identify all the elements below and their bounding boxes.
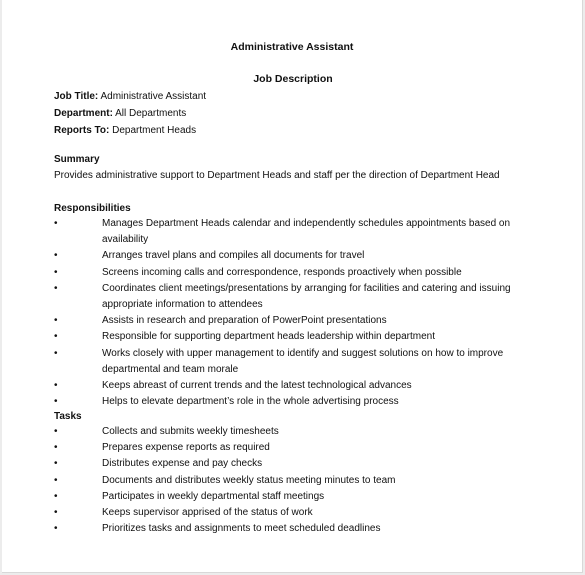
list-item-text: Prepares expense reports as required [102,442,270,454]
list-item-text: Participates in weekly departmental staff meetings [102,490,325,502]
list-item [54,521,540,537]
responsibilities-list [54,216,540,410]
summary-heading: Summary [54,154,100,165]
list-item-text: Keeps abreast of current trends and the latest technological advances [102,380,412,392]
field-label: Department: [54,108,113,119]
list-item-text: Documents and distributes weekly status meeting minutes to team [102,474,396,486]
bullet-marker: • [54,380,58,392]
document-title: Administrative Assistant [230,41,354,53]
field-value: Department Heads [109,125,197,136]
list-item-text: Manages Department Heads calendar and independently schedules appointments based on availability [102,218,511,246]
list-item [54,329,540,345]
bullet-marker: • [54,474,58,486]
list-item [54,394,540,410]
field-job-title [54,88,206,105]
bullet-marker: • [54,347,58,359]
field-reports-to [54,122,206,139]
list-item [54,265,540,281]
bullet-marker: • [54,250,58,262]
bullet-marker: • [54,507,58,519]
list-item-text: Assists in research and preparation of PowerPoint presentations [102,315,387,327]
list-item-text: Works closely with upper management to identify and suggest solutions on how to improve departmental and team morale [102,347,504,375]
field-label: Job Title: [54,91,99,102]
bullet-marker: • [54,396,58,408]
list-item-text: Collects and submits weekly timesheets [102,426,279,437]
list-item [54,440,540,456]
document-page [2,0,583,573]
list-item [54,378,540,394]
list-item-text: Distributes expense and pay checks [102,458,263,470]
job-fields [54,88,206,139]
list-item-text: Keeps supervisor apprised of the status of work [102,507,313,519]
list-item [54,456,540,472]
bullet-marker: • [54,315,58,327]
list-item [54,248,540,264]
bullet-marker: • [54,218,58,229]
bullet-marker: • [54,266,58,278]
list-item [54,489,540,505]
bullet-marker: • [54,523,58,535]
bullet-marker: • [54,331,58,343]
list-item-text: Responsible for supporting department heads leadership within department [102,331,435,343]
list-item [54,473,540,489]
list-item-text: Arranges travel plans and compiles all documents for travel [102,250,365,262]
tasks-list [54,424,540,537]
list-item [54,346,540,378]
field-label: Reports To: [54,125,110,136]
list-item [54,216,540,248]
tasks-heading: Tasks [54,411,82,422]
bullet-marker: • [54,442,58,454]
document-subtitle: Job Description [253,73,333,85]
list-item-text: Helps to elevate department’s role in the whole advertising process [102,396,399,408]
list-item-text: Coordinates client meetings/presentations by arranging for facilities and catering and issuing appropriate information to attendees [102,282,511,311]
bullet-marker: • [54,458,58,470]
list-item [54,313,540,329]
list-item-text: Prioritizes tasks and assignments to meet scheduled deadlines [102,523,381,535]
list-item [54,281,540,313]
list-item [54,424,540,440]
field-value: All Departments [112,108,187,119]
responsibilities-heading: Responsibilities [54,203,131,214]
bullet-marker: • [54,282,58,294]
bullet-marker: • [54,426,58,437]
field-department [54,105,206,122]
summary-text: Provides administrative support to Department Heads and staff per the direction of Department Head [54,170,500,181]
bullet-marker: • [54,490,58,502]
list-item-text: Screens incoming calls and correspondence, responds proactively when possible [102,266,462,278]
list-item [54,505,540,521]
field-value: Administrative Assistant [98,91,207,102]
